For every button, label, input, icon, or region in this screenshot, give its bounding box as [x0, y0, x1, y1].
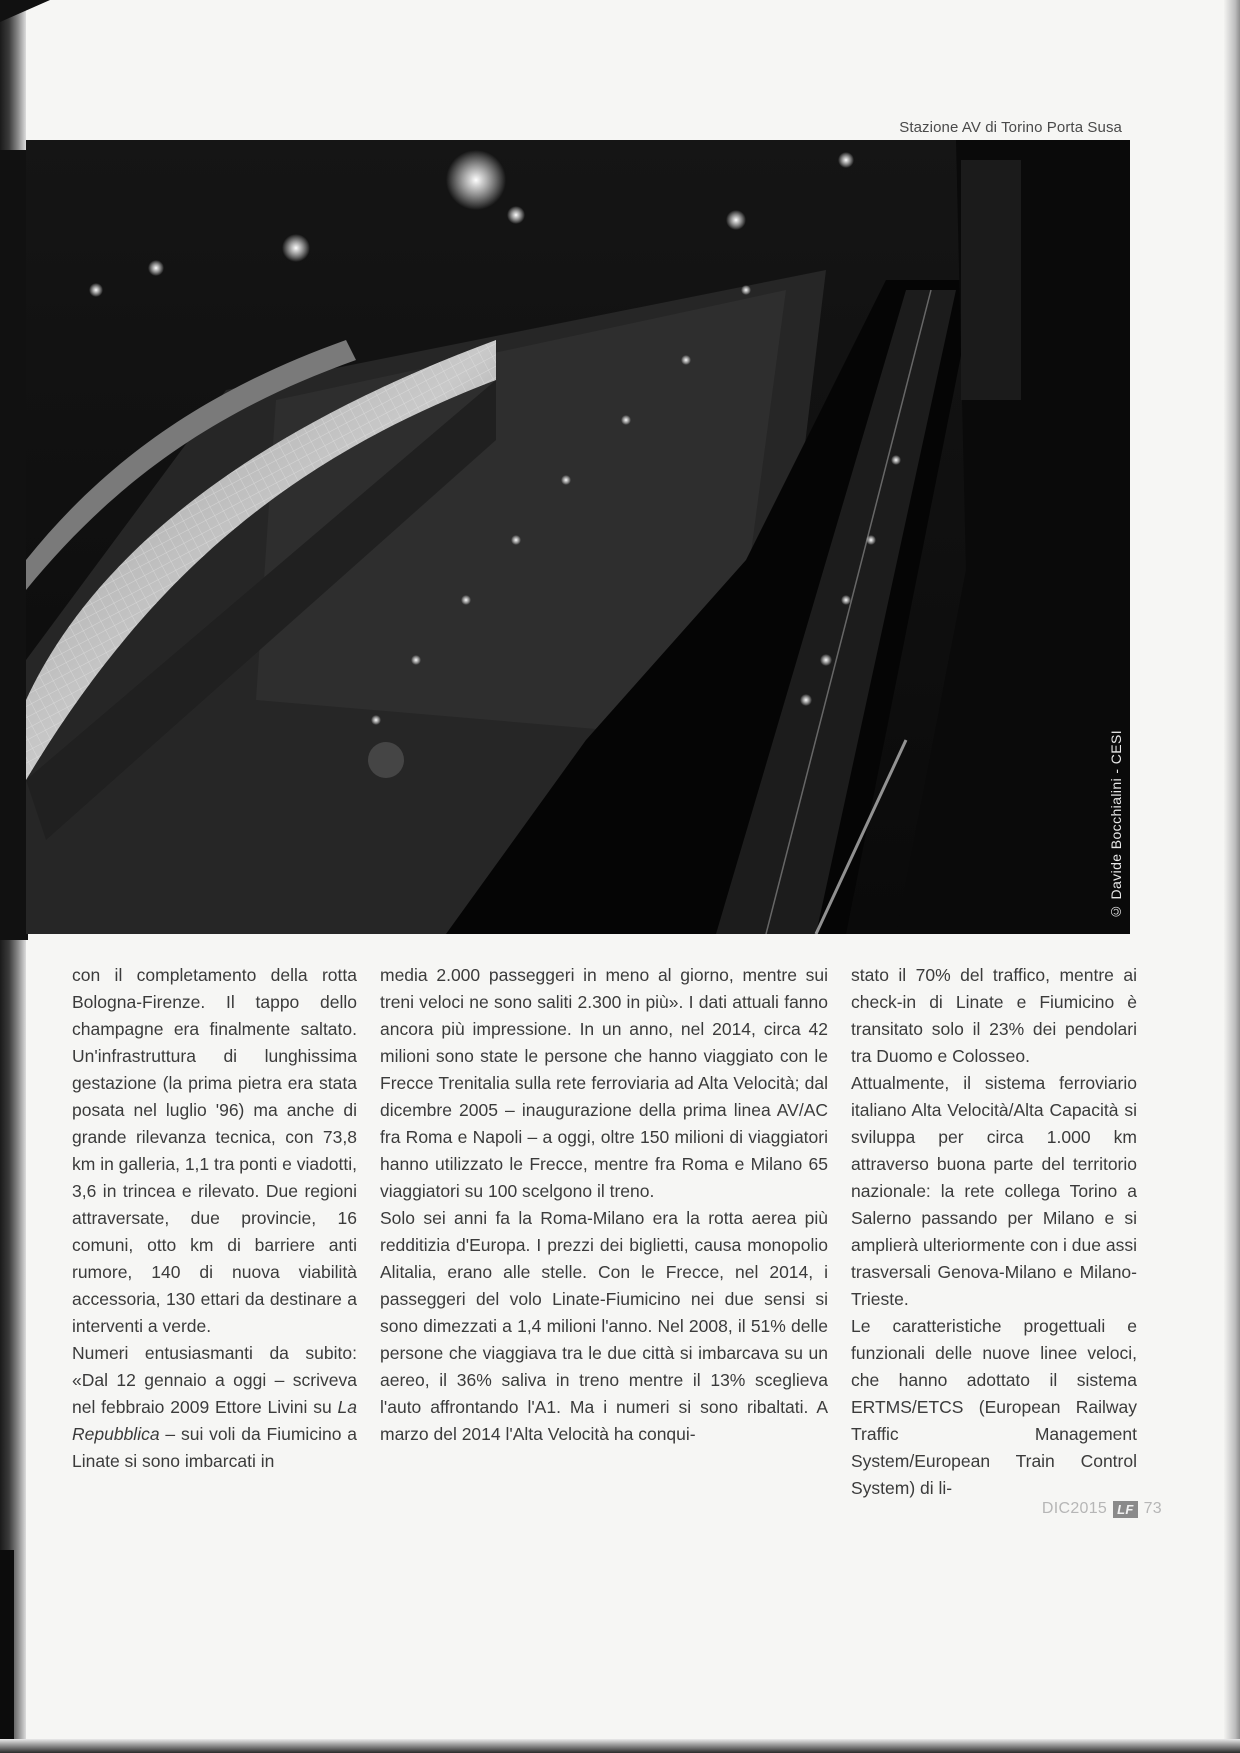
paragraph-lead: Numeri entusiasmanti da subito: «Dal 12 gennaio a oggi – scriveva nel febbraio 2009 Ettore Livini su: [72, 1343, 357, 1417]
issue-date: DIC2015: [1041, 1500, 1108, 1517]
paragraph: con il completamento della rotta Bologna-Firenze. Il tappo dello champagne era finalmente saltato. Un'infrastruttura di lunghissima gestazione (la prima pietra era stata posata nel luglio '96) ma anche di grande rilevanza tecnica, con 73,8 km in galleria, 1,1 tra ponti e viadotti, 3,6 in trincea e rilevato. Due regioni attraversate, due provincie, 16 comuni, otto km di barriere anti rumore, 140 di nuova viabilità accessoria, 130 ettari da destinare a interventi a verde.: [72, 965, 358, 1336]
paragraph: media 2.000 passeggeri in meno al giorno, mentre sui treni veloci ne sono saliti 2.300 in più». I dati attuali fanno ancora più impressione. In un anno, nel 2014, circa 42 milioni sono state le persone che hanno viaggiato con le Frecce Trenitalia sulla rete ferroviaria ad Alta Velocità; dal dicembre 2005 – inaugurazione della prima linea AV/AC fra Roma e Napoli – a oggi, oltre 150 milioni di viaggiatori hanno utilizzato le Frecce, mentre fra Roma e Milano 65 viaggiatori su 100 scelgono il treno.: [380, 965, 828, 1201]
scan-bottom-edge: [0, 1739, 1240, 1753]
paragraph: Solo sei anni fa la Roma-Milano era la rotta aerea più redditizia d'Europa. I prezzi dei biglietti, causa monopolio Alitalia, erano alle stelle. Con le Frecce, nel 2014, i passeggeri del volo Linate-Fiumicino nei due sensi si sono dimezzati a 1,4 milioni l'anno. Nel 2008, il 51% delle persone che viaggiava tra le due città si imbarcava su un aereo, il 36% saliva in treno mentre il 13% sceglieva l'auto affrontando l'A1. Ma i numeri si sono ribaltati. A marzo del 2014 l'Alta Velocità ha conqui-: [380, 1208, 828, 1444]
paragraph: [72, 1340, 357, 1475]
page-number: 73: [1143, 1500, 1162, 1517]
page-footer: [1042, 1500, 1162, 1518]
paragraph-tail: – sui voli da Fiumicino a Linate si sono imbarcati in: [72, 1424, 357, 1471]
newspaper-title: La Repubblica: [72, 1397, 357, 1444]
paragraph: Le caratteristiche progettuali e funzionali delle nuove linee veloci, che hanno adottato il sistema ERTMS/ETCS (European Railway Traffic Management System/European Train Control System) di li-: [851, 1316, 1137, 1498]
paragraph: stato il 70% del traffico, mentre ai check-in di Linate e Fiumicino è transitato solo il 23% dei pendolari tra Duomo e Colosseo.: [851, 965, 1137, 1066]
station-photo: [26, 140, 1130, 934]
text-column-2: [380, 962, 828, 1448]
paragraph: Attualmente, il sistema ferroviario italiano Alta Velocità/Alta Capacità si sviluppa per circa 1.000 km attraverso buona parte del territorio nazionale: la rete collega Torino a Salerno passando per Milano e si amplierà ulteriormente con i due assi trasversali Genova-Milano e Milano-Trieste.: [851, 1073, 1137, 1309]
scan-right-edge: [1224, 0, 1240, 1753]
photo-credit: © Davide Bocchialini - CESI: [1108, 729, 1124, 920]
magazine-logo: LF: [1113, 1501, 1137, 1518]
text-column-1: [72, 962, 357, 1475]
scan-corner: [0, 0, 50, 22]
text-column-3: [851, 962, 1137, 1502]
night-station-illustration: [26, 140, 1130, 934]
scan-facing-page-edge: [0, 150, 28, 940]
photo-caption: Stazione AV di Torino Porta Susa: [899, 119, 1122, 136]
scan-facing-page-edge-lower: [0, 1550, 14, 1753]
